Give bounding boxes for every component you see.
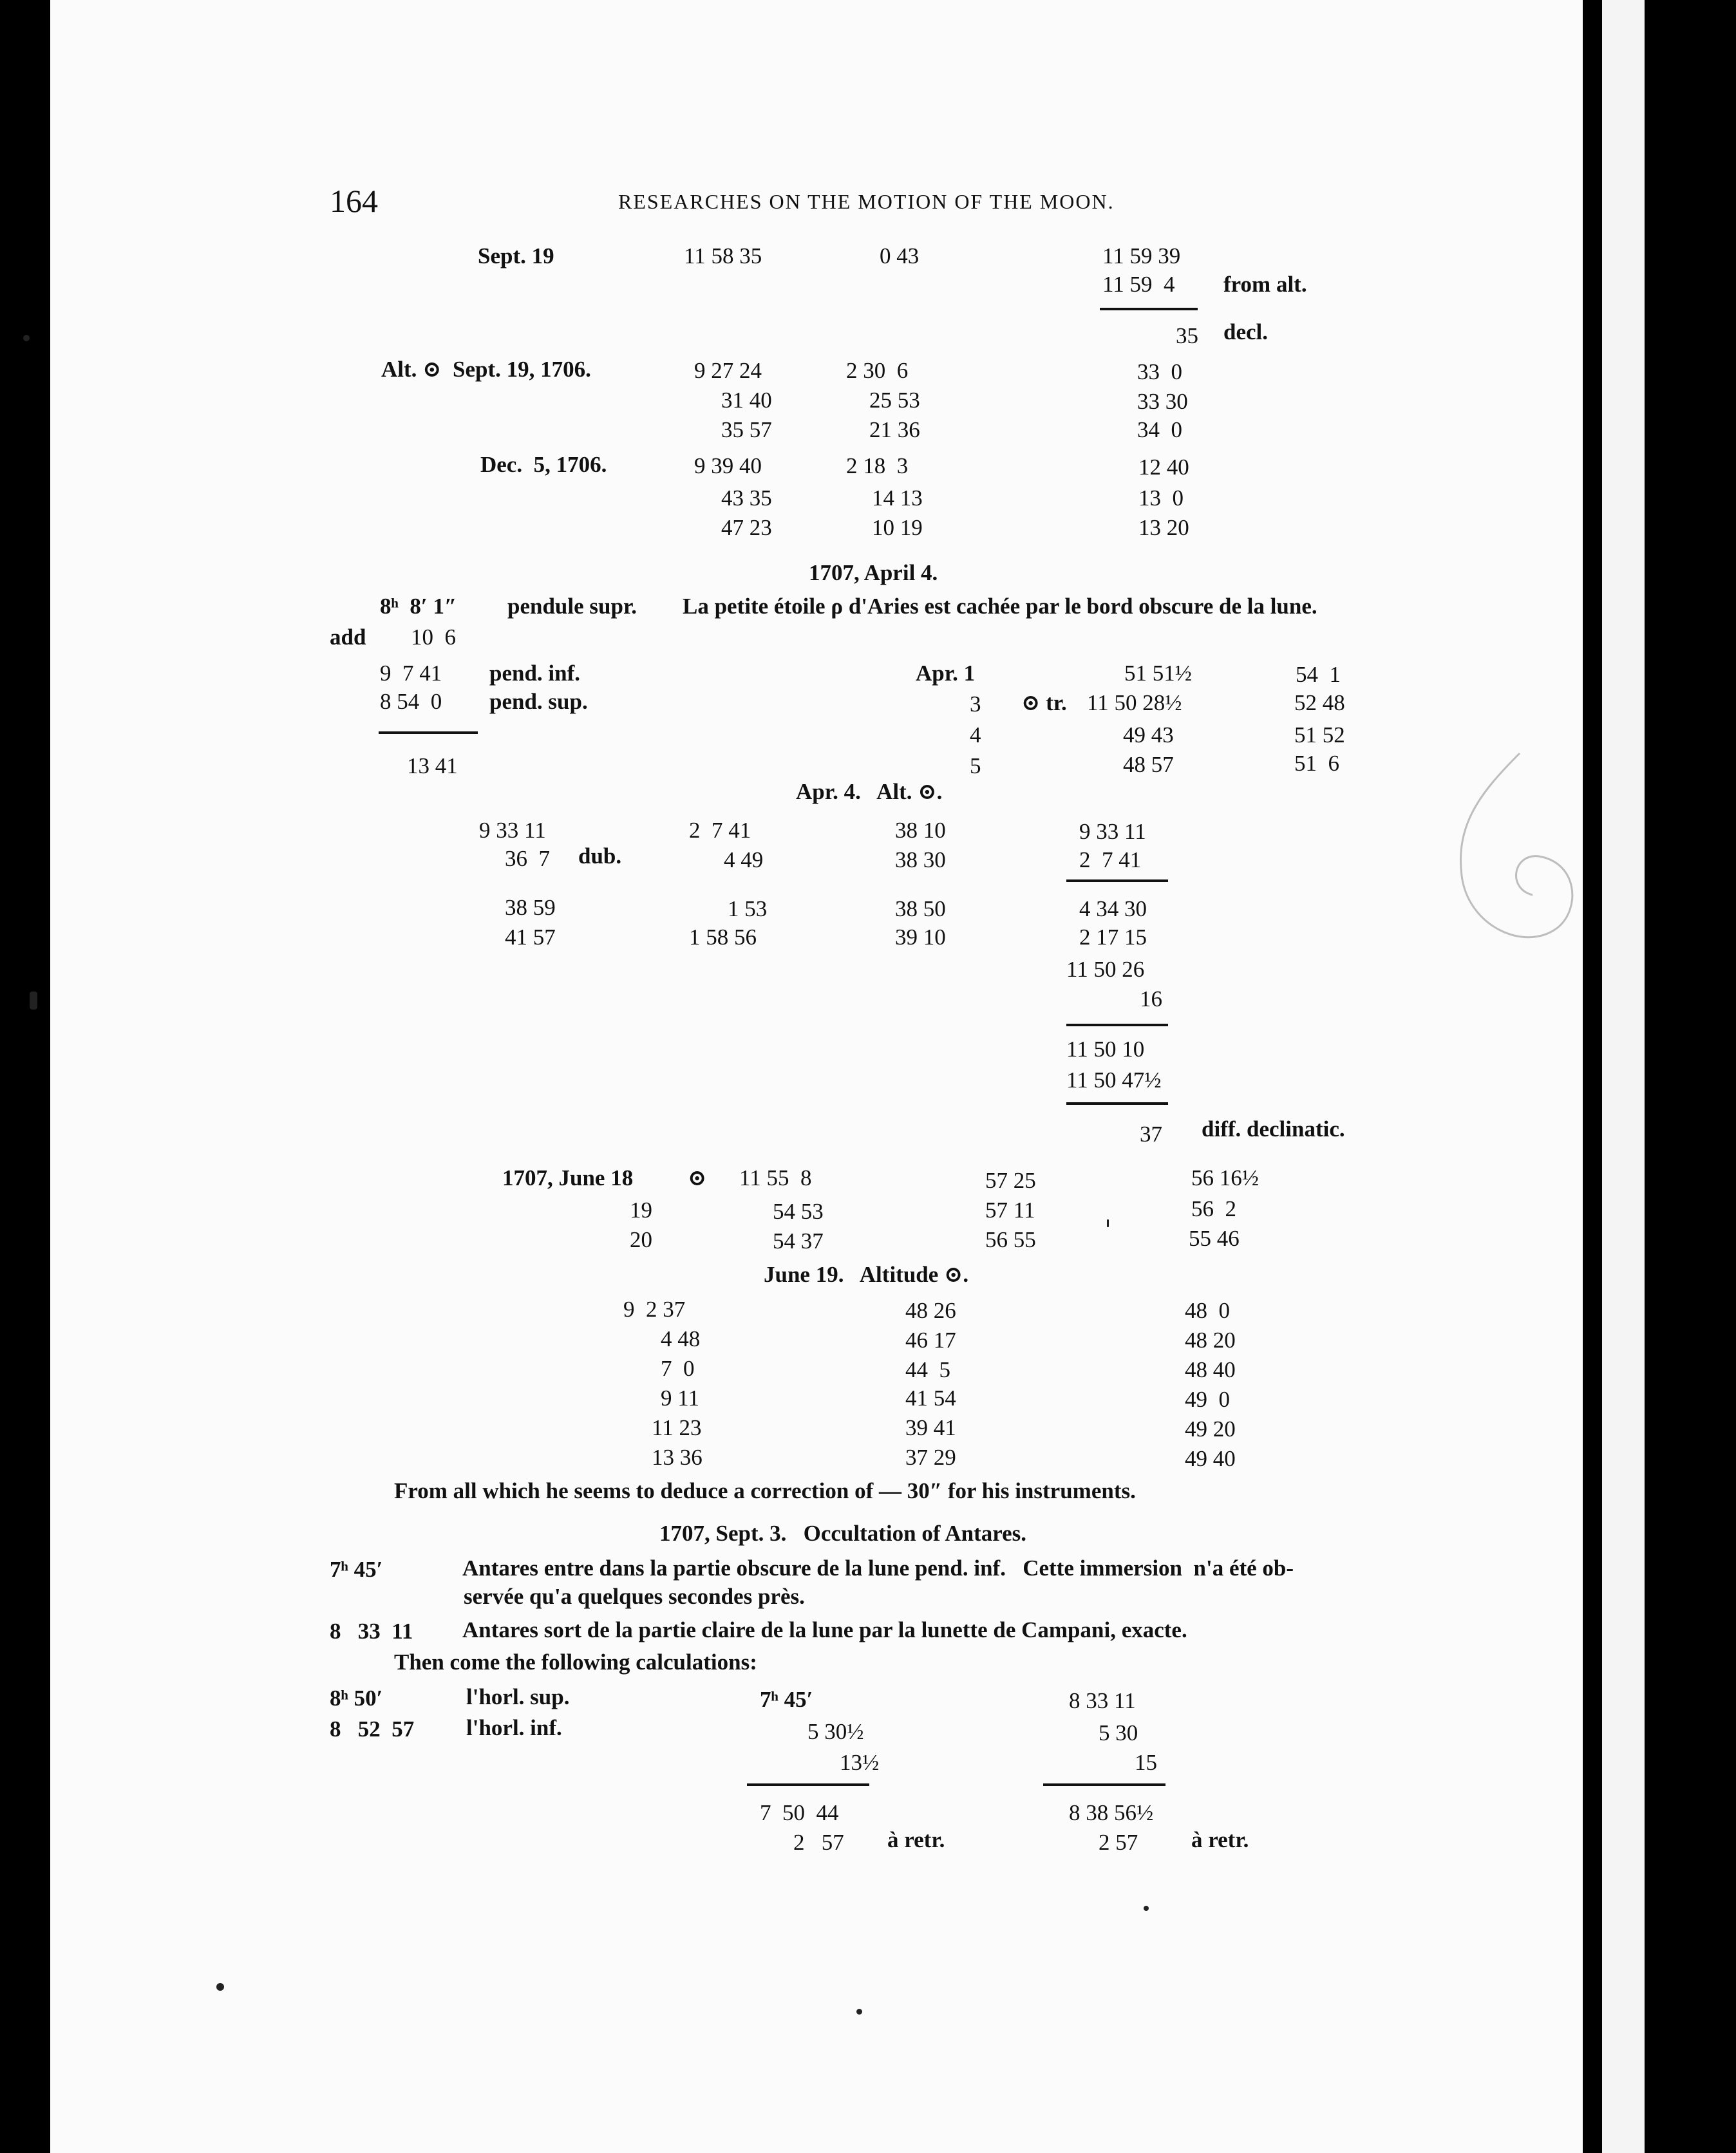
april1707-time: 8ʰ 8′ 1″ [380, 594, 457, 619]
apr4-calc-r5: 11 50 26 [1066, 957, 1145, 982]
rule [1066, 1102, 1168, 1105]
apr4-calc-r1: 9 33 11 [1079, 819, 1146, 844]
alt1706-col3-r1: 33 0 [1137, 359, 1182, 384]
diff-declination-label: diff. declinatic. [1202, 1116, 1345, 1142]
ink-speck [1144, 1906, 1149, 1911]
june-day-20: 20 [630, 1227, 652, 1252]
horl-sup-value: 8ʰ 50′ [330, 1686, 383, 1711]
alt1706-col2-r1: 2 30 6 [846, 358, 909, 383]
horl-inf-value: 8 52 57 [330, 1716, 415, 1742]
alt1706-col2-r3: 21 36 [869, 417, 920, 442]
right-col-r1: 54 1 [1296, 662, 1341, 687]
alt1706-label: Alt. ⊙ Sept. 19, 1706. [381, 357, 591, 382]
apr4-col2-r3: 1 53 [728, 896, 768, 921]
apr4-col3-r1: 38 10 [895, 818, 946, 843]
june19-col3-r6: 49 40 [1185, 1446, 1236, 1471]
june19-col2-r4: 41 54 [905, 1386, 956, 1411]
tr-col-r3: 49 43 [1123, 722, 1174, 747]
june-col3-r3: 55 46 [1189, 1226, 1240, 1251]
sept19-col1: 11 58 35 [684, 243, 762, 268]
june19-col2-r3: 44 5 [905, 1357, 950, 1382]
june19-col1-r1: 9 2 37 [623, 1297, 686, 1322]
alt1706-col1-r2: 31 40 [721, 388, 772, 413]
pend-sup-value: 8 54 0 [380, 689, 442, 714]
dec1706-col1-r1: 9 39 40 [694, 453, 762, 478]
june19-col3-r5: 49 20 [1185, 1416, 1236, 1442]
dec1706-col3-r3: 13 20 [1138, 515, 1189, 540]
page-number: 164 [330, 183, 378, 219]
apr-day-1: Apr. 1 [916, 661, 976, 686]
apr4-col1-r3: 38 59 [505, 895, 556, 920]
alt1706-col1-r3: 35 57 [721, 417, 772, 442]
dec1706-col2-r3: 10 19 [872, 515, 923, 540]
apr4-col2-r4: 1 58 56 [689, 925, 757, 950]
add-value: 10 6 [411, 625, 456, 650]
june-day-19: 19 [630, 1198, 652, 1223]
june1707-label: 1707, June 18 [502, 1165, 634, 1190]
calc-right-r5: 2 57 [1099, 1830, 1138, 1855]
tr-col-r1: 51 51½ [1124, 661, 1192, 686]
calc-right-r1: 8 33 11 [1069, 1688, 1136, 1713]
sept19-col3-row1: 11 59 39 [1102, 243, 1181, 268]
apr4-col3-r2: 38 30 [895, 847, 946, 872]
immersion-text-line2: servée qu'a quelques secondes près. [464, 1584, 805, 1609]
june-col1-r2: 54 53 [773, 1199, 824, 1224]
dec1706-col3-r1: 12 40 [1138, 455, 1189, 480]
dec1706-col2-r1: 2 18 3 [846, 453, 909, 478]
dec1706-label: Dec. 5, 1706. [480, 452, 607, 477]
june-col1-r1: 11 55 8 [739, 1165, 812, 1190]
apr4-col3-r4: 39 10 [895, 925, 946, 950]
rule [1043, 1783, 1165, 1786]
june-col2-r3: 56 55 [985, 1227, 1036, 1252]
from-alt-label: from alt. [1223, 272, 1307, 297]
right-col-r4: 51 6 [1294, 751, 1339, 776]
rule [1066, 879, 1168, 882]
ink-speck [30, 992, 37, 1010]
june19-col1-r5: 11 23 [652, 1415, 702, 1440]
sept19-col3-row2: 11 59 4 [1102, 272, 1175, 297]
tr-col-r2: 11 50 28½ [1087, 690, 1182, 715]
horl-sup-label: l'horl. sup. [466, 1684, 570, 1709]
apr4-calc-r8: 11 50 47½ [1066, 1067, 1162, 1093]
a-retr-left: à retr. [887, 1827, 945, 1852]
sun-transit-label: ⊙ tr. [1021, 690, 1067, 715]
ink-speck [856, 2009, 862, 2015]
june19-col2-r1: 48 26 [905, 1298, 956, 1323]
tr-col-r4: 48 57 [1123, 752, 1174, 777]
pend-sup-label: pend. sup. [489, 689, 588, 714]
immersion-text-line1: Antares entre dans la partie obscure de la lune pend. inf. Cette immersion n'a été ob- [462, 1556, 1294, 1581]
june19-col1-r6: 13 36 [652, 1445, 703, 1470]
pend-inf-value: 9 7 41 [380, 661, 442, 686]
june-col2-r1: 57 25 [985, 1168, 1036, 1193]
ink-speck [1107, 1219, 1109, 1227]
adjacent-page-edge [1602, 0, 1645, 2153]
rule [747, 1783, 869, 1786]
calc-left-r2: 5 30½ [807, 1719, 864, 1744]
apr-day-3: 3 [970, 691, 981, 717]
alt1706-col1-r1: 9 27 24 [694, 358, 762, 383]
june19-col1-r4: 9 11 [661, 1386, 699, 1411]
rule [379, 731, 478, 734]
pend-inf-label: pend. inf. [489, 661, 581, 686]
occultation-heading: 1707, Sept. 3. Occultation of Antares. [659, 1521, 1027, 1546]
apr4-calc-r7: 11 50 10 [1066, 1037, 1145, 1062]
calc-left-r1: 7ʰ 45′ [760, 1687, 813, 1712]
apr4-calc-r6: 16 [1140, 986, 1162, 1011]
dec1706-col3-r2: 13 0 [1138, 485, 1184, 511]
running-head: RESEARCHES ON THE MOTION OF THE MOON. [618, 190, 1115, 213]
june19-col3-r4: 49 0 [1185, 1387, 1230, 1412]
june19-col2-r6: 37 29 [905, 1445, 956, 1470]
alt1706-col3-r2: 33 30 [1137, 389, 1188, 414]
then-come-label: Then come the following calculations: [394, 1650, 757, 1675]
rule [1066, 1024, 1168, 1026]
apr-day-5: 5 [970, 753, 981, 778]
calc-right-r2: 5 30 [1099, 1720, 1138, 1745]
calc-right-r3: 15 [1135, 1750, 1157, 1775]
apr4-col1-r4: 41 57 [505, 925, 556, 950]
emersion-time: 8 33 11 [330, 1619, 413, 1644]
right-col-r3: 51 52 [1294, 722, 1345, 747]
june19-col2-r5: 39 41 [905, 1415, 956, 1440]
pendule-supr-label: pendule supr. [507, 594, 637, 619]
decl-label: decl. [1223, 319, 1269, 344]
sun-symbol: ⊙ [688, 1165, 707, 1190]
june19-col1-r3: 7 0 [661, 1356, 695, 1381]
june19-alt-heading: June 19. Altitude ⊙. [764, 1262, 969, 1287]
june-col2-r2: 57 11 [985, 1198, 1035, 1223]
apr4-col1-r1: 9 33 11 [479, 818, 546, 843]
june19-col1-r2: 4 48 [661, 1326, 701, 1351]
calc-right-r4: 8 38 56½ [1069, 1800, 1154, 1825]
sept19-col2: 0 43 [880, 243, 920, 268]
dub-label: dub. [578, 843, 622, 869]
apr4-col3-r3: 38 50 [895, 896, 946, 921]
calc-left-r3: 13½ [840, 1750, 880, 1775]
dec1706-col1-r2: 43 35 [721, 485, 772, 511]
alt1706-col3-r3: 34 0 [1137, 417, 1182, 442]
a-retr-right: à retr. [1191, 1827, 1249, 1852]
june-col3-r1: 56 16½ [1191, 1165, 1259, 1190]
june-col1-r3: 54 37 [773, 1228, 824, 1254]
april1707-heading: 1707, April 4. [809, 560, 938, 585]
june19-col2-r2: 46 17 [905, 1328, 956, 1353]
sept19-date: Sept. 19 [478, 243, 554, 268]
add-label: add [330, 625, 366, 650]
occultation-rho-arietis: La petite étoile ρ d'Aries est cachée par le bord obscure de la lune. [683, 594, 1317, 619]
horl-inf-label: l'horl. inf. [466, 1715, 562, 1740]
apr4-calc-r3: 4 34 30 [1079, 896, 1147, 921]
faint-pencil-mark [1442, 747, 1584, 992]
emersion-text: Antares sort de la partie claire de la lune par la lunette de Campani, exacte. [462, 1617, 1187, 1642]
dec1706-col1-r3: 47 23 [721, 515, 772, 540]
june19-col3-r3: 48 40 [1185, 1357, 1236, 1382]
right-col-r2: 52 48 [1294, 690, 1345, 715]
apr4-calc-r2: 2 7 41 [1079, 847, 1142, 872]
calc-left-r5: 2 57 [793, 1830, 844, 1855]
apr4-calc-r9: 37 [1140, 1122, 1162, 1147]
apr4-col1-r2: 36 7 [505, 846, 550, 871]
apr4-alt-heading: Apr. 4. Alt. ⊙. [796, 779, 943, 804]
immersion-time: 7ʰ 45′ [330, 1557, 383, 1582]
june-col3-r2: 56 2 [1191, 1196, 1236, 1221]
ink-speck [216, 1983, 224, 1991]
correction-sentence: From all which he seems to deduce a correction of — 30″ for his instruments. [394, 1478, 1136, 1503]
apr4-col2-r2: 4 49 [724, 847, 764, 872]
ink-speck [23, 335, 30, 341]
apr4-calc-r4: 2 17 15 [1079, 925, 1147, 950]
june19-col3-r1: 48 0 [1185, 1298, 1230, 1323]
calc-left-r4: 7 50 44 [760, 1800, 839, 1825]
apr4-col2-r1: 2 7 41 [689, 818, 751, 843]
alt1706-col2-r2: 25 53 [869, 388, 920, 413]
rule [1100, 308, 1198, 310]
dec1706-col2-r2: 14 13 [872, 485, 923, 511]
apr-day-4: 4 [970, 722, 981, 747]
june19-col3-r2: 48 20 [1185, 1328, 1236, 1353]
pend-diff: 13 41 [407, 753, 458, 778]
sept19-diff: 35 [1176, 323, 1198, 348]
